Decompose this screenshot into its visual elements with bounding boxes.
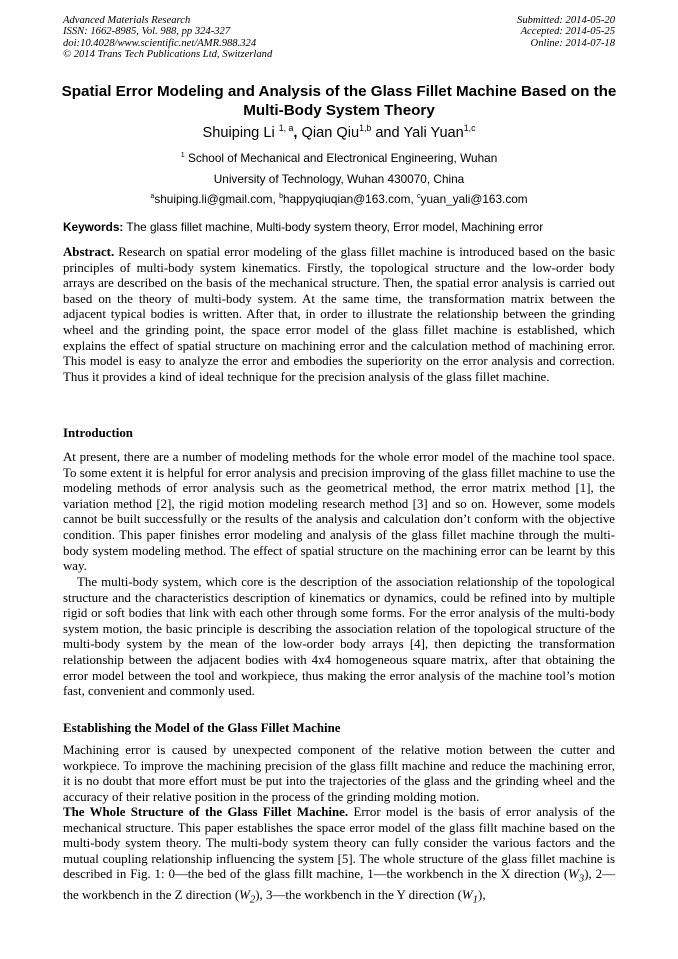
- author-email: shuiping.li@gmail.com: [154, 192, 273, 206]
- author-email: yuan_yali@163.com: [420, 192, 528, 206]
- author-affiliation-mark: 1,c: [463, 123, 476, 134]
- paper-title: Spatial Error Modeling and Analysis of the Glass Fillet Machine Based on the Multi-Body System Theory: [61, 83, 617, 119]
- publication-dates: [517, 15, 615, 49]
- journal-doi: doi:10.4028/www.scientific.net/AMR.988.324: [63, 37, 257, 49]
- section-heading-model: Establishing the Model of the Glass Fillet Machine: [63, 721, 341, 735]
- paragraph: [63, 805, 615, 908]
- author-list: [0, 124, 678, 142]
- paragraph-text: ), 3—the workbench in the Y direction (: [255, 887, 462, 902]
- affiliation-mark: 1: [180, 151, 185, 160]
- author-name: Yali Yuan: [403, 125, 464, 141]
- author-emails: $^a$shuiping.li@gmail.com, $^b$happyqiuqian@163.com, $^c$yuan_yali@163.com: [150, 192, 528, 206]
- author-separator: ,: [293, 125, 302, 141]
- paragraph: Machining error is caused by unexpected component of the relative motion between the cutter and workpiece. To improve the machining precision of the glass fillt machine and reduce the machining error, it is no doubt that more effort must be put into the trajectories of the glass and the grinding wheel and the accuracy of their relative position in the process of the grinding molding motion.: [63, 743, 615, 804]
- subsection-heading: The Whole Structure of the Glass Fillet Machine.: [63, 805, 349, 819]
- affiliation: [0, 148, 678, 189]
- symbol-w2: W: [239, 887, 250, 902]
- symbol-subscript: 3: [578, 872, 585, 885]
- author-affiliation-mark: 1,b: [359, 123, 372, 134]
- submitted-date: Submitted: 2014-05-20: [517, 15, 615, 26]
- paragraph: The multi-body system, which core is the description of the association relationship of the topological structure and the characteristics description of kinematics or dynamics, could be refined into by multiple rigid or soft bodies that link with each other through some forms. For the error analysis of the multi-body system motion, the basic principle is describing the association relation of the topological structure of the multi-body system by the mean of the low-order body arrays [4], then depicting the transformation relationship between the adjacent bodies with 4x4 homogeneous square matrix, after that obtaining the error model between the tool and workpiece, thus making the error analysis of the machine tool’s motion fast, convenient and commonly used.: [63, 575, 615, 699]
- symbol-subscript: 1: [472, 893, 479, 906]
- accepted-date: Accepted: 2014-05-25: [520, 26, 615, 38]
- author-affiliation-mark: 1, a: [278, 123, 294, 134]
- symbol-subscript: 2: [249, 893, 256, 906]
- journal-name: Advanced Materials Research: [63, 15, 191, 26]
- affiliation-line: University of Technology, Wuhan 430070, China: [213, 171, 465, 186]
- author-name: Qian Qiu: [301, 125, 360, 141]
- journal-copyright: © 2014 Trans Tech Publications Ltd, Switzerland: [63, 48, 273, 60]
- author-email: happyqiuqian@163.com: [283, 192, 411, 206]
- abstract: [63, 245, 615, 385]
- email-mark: b: [279, 192, 284, 201]
- paragraph-text: ),: [478, 887, 486, 902]
- paragraph-text: ), 2—the workbench in the Z direction (: [63, 867, 615, 902]
- author-name: Shuiping Li: [202, 125, 275, 141]
- online-date: Online: 2014-07-18: [530, 37, 615, 49]
- section-heading-introduction: Introduction: [63, 426, 133, 440]
- paragraph: At present, there are a number of modeling methods for the whole error model of the machine tool space. To some extent it is helpful for error analysis and precision improving of the glass fillet machine to use the modeling methods of error analysis such as the geometrical method, the error matrix method [1], the variation method [2], the rigid motion modeling research method [3] and so on. However, some models cannot be built successfully or the results of the analysis and calculation don’t conform with the objective condition. This paper finishes error modeling and analysis of the glass fillet machine through the multi-body system modeling method. The effect of spatial structure on the machining error can be learnt by this way.: [63, 450, 615, 574]
- paragraph-text: Error model is the basis of error analysis of the mechanical structure. This paper establishes the space error model of the glass fillt machine based on the multi-body system theory. The multi-body system theory can fully consider the various factors and the mutual coupling relationship influencing the system [5]. The whole structure of the glass fillet machine is described in Fig. 1: 0—the bed of the glass fillt machine, 1—the workbench in the X direction (: [63, 805, 615, 882]
- author-separator: and: [371, 125, 404, 141]
- symbol-w3: W: [568, 867, 579, 882]
- keywords-text: The glass fillet machine, Multi-body system theory, Error model, Machining error: [126, 220, 544, 234]
- affiliation-line: School of Mechanical and Electronical Engineering, Wuhan: [187, 151, 498, 165]
- keywords-label: Keywords:: [63, 220, 124, 234]
- abstract-label: Abstract.: [63, 245, 115, 259]
- email-mark: a: [150, 192, 155, 201]
- symbol-w1: W: [461, 887, 473, 902]
- journal-issn: ISSN: 1662-8985, Vol. 988, pp 324-327: [63, 26, 231, 38]
- keywords: [63, 220, 623, 235]
- journal-info: [63, 15, 272, 60]
- abstract-text: Research on spatial error modeling of the glass fillet machine is introduced based on the basic principles of multi-body system kinematics. Firstly, the topological structure and the low-order body arrays are described on the basis of the mechanical structure. Then, the spatial error analysis is carried out based on the theory of multi-body system. At the same time, the transformation matrix between the adjacent typical bodies is written. After that, in order to illustrate the relationship between the grinding wheel and the grinding point, the space error model of the glass fillet machine is established, which explains the effect of spatial structure on machining error and the calculation method of machining error. This model is easy to analyze the error and embodies the superiority on the error analysis and correction. Thus it provides a kind of ideal technique for the precision analysis of the glass fillet machine.: [63, 245, 615, 384]
- email-mark: c: [417, 192, 421, 201]
